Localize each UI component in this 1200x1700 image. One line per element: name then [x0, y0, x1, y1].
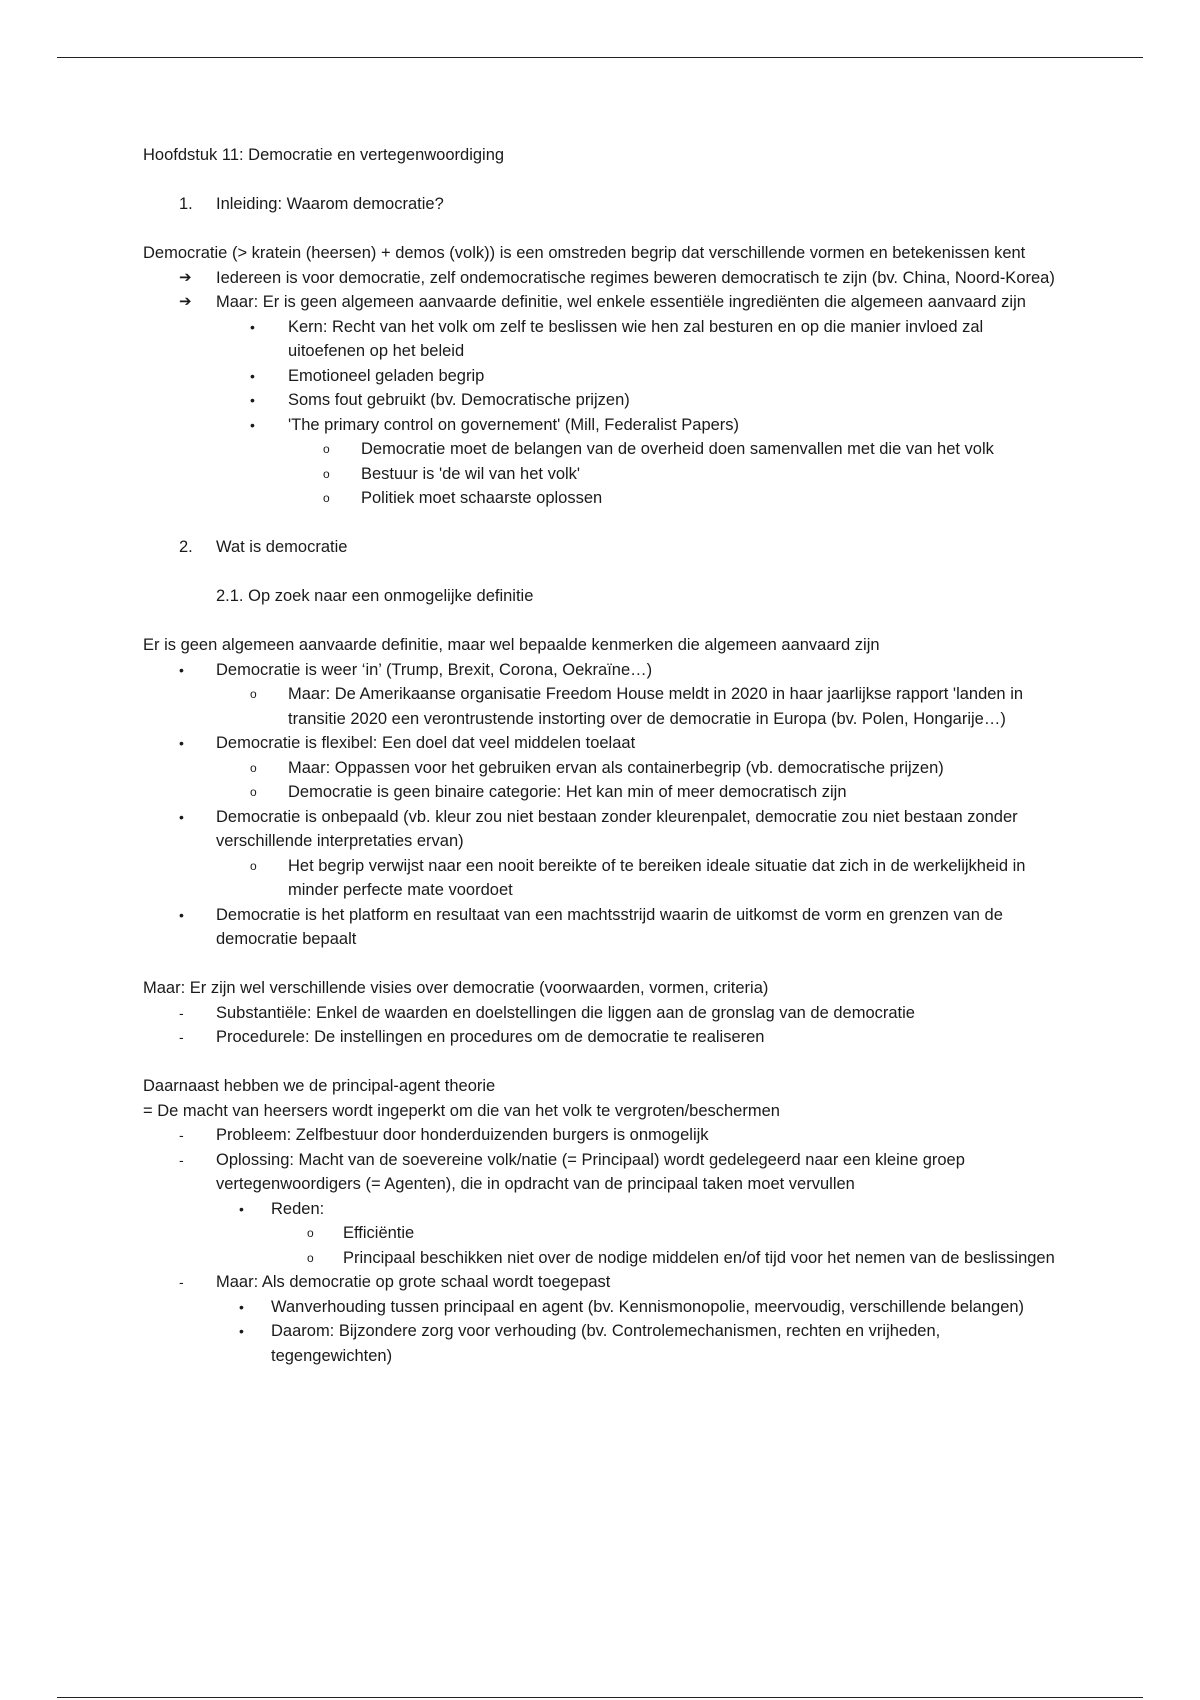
list-item-text: Politiek moet schaarste oplossen	[361, 489, 603, 507]
arrow-icon: ➔	[179, 268, 192, 286]
list-item	[143, 1025, 1063, 1050]
circle-icon: o	[323, 491, 330, 505]
bullet-icon: •	[239, 1200, 244, 1217]
list-item-text: Soms fout gebruikt (bv. Democratische prijzen)	[288, 391, 630, 409]
list-item	[143, 486, 1063, 511]
list-item	[143, 315, 1063, 364]
dash-icon: -	[179, 1029, 184, 1045]
bullet-icon: •	[179, 735, 184, 751]
bullet-icon: •	[239, 1298, 244, 1315]
circle-icon: o	[307, 1250, 314, 1265]
list-item-text: Democratie is geen binaire categorie: Het kan min of meer democratisch zijn	[288, 783, 847, 801]
section-title: Inleiding: Waarom democratie?	[216, 195, 444, 213]
list-item	[143, 1123, 1063, 1148]
section-1-heading	[143, 192, 1063, 217]
list-item-text: Efficiëntie	[343, 1224, 415, 1242]
arrow-icon: ➔	[179, 293, 192, 310]
list-item-text: Iedereen is voor democratie, zelf ondemocratische regimes beweren democratisch te zijn (bv. China, Noord-Korea)	[216, 268, 1055, 287]
bullet-icon: •	[179, 661, 184, 678]
list-item	[143, 462, 1063, 487]
bullet-icon: •	[250, 318, 255, 335]
list-item	[143, 437, 1063, 462]
section-number: 1.	[179, 195, 193, 213]
list-item-text: Maar: De Amerikaanse organisatie Freedom House meldt in 2020 in haar jaarlijkse rapport 'landen in transitie 2020 een verontrustende instorting over de democratie in Europa (bv. Polen, Hongarije…)	[288, 685, 1024, 728]
list-item-text: Democratie is onbepaald (vb. kleur zou niet bestaan zonder kleurenpalet, democratie zou niet bestaan zonder verschillende interpretaties ervan)	[216, 807, 1018, 850]
list-item-text: Maar: Er is geen algemeen aanvaarde definitie, wel enkele essentiële ingrediënten die algemeen aanvaard zijn	[216, 293, 1026, 311]
section-number: 2.	[179, 538, 193, 556]
bullet-icon: •	[250, 416, 255, 433]
circle-icon: o	[323, 466, 330, 481]
circle-icon: o	[250, 687, 257, 701]
list-item	[143, 658, 1063, 683]
list-item-text: Reden:	[271, 1199, 325, 1218]
list-item-text: Maar: Oppassen voor het gebruiken ervan als containerbegrip (vb. democratische prijzen)	[288, 758, 944, 777]
list-item	[143, 290, 1063, 315]
dash-icon: -	[179, 1004, 184, 1021]
paragraph: Daarnaast hebben we de principal-agent theorie	[143, 1077, 496, 1095]
paragraph: Democratie (> kratein (heersen) + demos (volk)) is een omstreden begrip dat verschillende vormen en betekenissen kent	[143, 244, 1026, 262]
list-item-text: Procedurele: De instellingen en procedures om de democratie te realiseren	[216, 1028, 765, 1046]
list-item-text: Wanverhouding tussen principaal en agent (bv. Kennismonopolie, meervoudig, verschillende belangen)	[271, 1297, 1025, 1316]
list-item-text: Democratie is flexibel: Een doel dat veel middelen toelaat	[216, 734, 636, 752]
list-item-text: Probleem: Zelfbestuur door honderduizenden burgers is onmogelijk	[216, 1126, 709, 1144]
list-item	[143, 388, 1063, 413]
dash-icon: -	[179, 1127, 184, 1143]
list-item	[143, 364, 1063, 389]
list-item	[143, 1221, 1063, 1246]
list-item-text: Principaal beschikken niet over de nodige middelen en/of tijd voor het nemen van de beslissingen	[343, 1248, 1055, 1267]
list-item-text: Bestuur is 'de wil van het volk'	[361, 464, 581, 483]
list-item-text: Substantiële: Enkel de waarden en doelstellingen die liggen aan de gronslag van de democratie	[216, 1003, 915, 1022]
paragraph: Er is geen algemeen aanvaarde definitie, maar wel bepaalde kenmerken die algemeen aanvaard zijn	[143, 636, 880, 654]
list-item-text: Democratie moet de belangen van de overheid doen samenvallen met die van het volk	[361, 440, 994, 458]
footer-rule	[57, 1697, 1143, 1698]
circle-icon: o	[250, 785, 257, 799]
document-body	[143, 143, 1063, 1368]
paragraph: = De macht van heersers wordt ingeperkt om die van het volk te vergroten/beschermen	[143, 1101, 780, 1120]
bullet-icon: •	[179, 808, 184, 825]
section-title: Wat is democratie	[216, 538, 348, 556]
subsection-number: 2.1.	[216, 587, 244, 605]
dash-icon: -	[179, 1274, 184, 1290]
circle-icon: o	[250, 760, 257, 775]
list-item	[143, 756, 1063, 781]
list-item	[143, 1197, 1063, 1222]
list-item	[143, 1246, 1063, 1271]
list-item	[143, 805, 1063, 854]
section-2-heading	[143, 535, 1063, 560]
list-item-text: 'The primary control on governement' (Mill, Federalist Papers)	[288, 415, 740, 434]
bullet-icon: •	[239, 1323, 244, 1339]
circle-icon: o	[307, 1226, 314, 1240]
list-item	[143, 1148, 1063, 1197]
list-item-text: Emotioneel geladen begrip	[288, 366, 485, 385]
list-item-text: Democratie is het platform en resultaat van een machtsstrijd waarin de uitkomst de vorm en grenzen van de democratie bepaalt	[216, 905, 1003, 948]
list-item	[143, 1319, 1063, 1368]
header-rule	[57, 57, 1143, 58]
list-item	[143, 682, 1063, 731]
list-item	[143, 1295, 1063, 1320]
bullet-icon: •	[250, 392, 255, 408]
paragraph: Maar: Er zijn wel verschillende visies over democratie (voorwaarden, vormen, criteria)	[143, 979, 769, 997]
list-item	[143, 1001, 1063, 1026]
subsection-title: Op zoek naar een onmogelijke definitie	[248, 587, 534, 605]
list-item	[143, 903, 1063, 952]
circle-icon: o	[323, 442, 330, 456]
subsection-heading	[143, 584, 1063, 609]
bullet-icon: •	[250, 367, 255, 384]
list-item	[143, 266, 1063, 291]
list-item-text: Oplossing: Macht van de soevereine volk/natie (= Principaal) wordt gedelegeerd naar een kleine groep vertegenwoordigers (= Agenten), die in opdracht van de principaal taken moet vervullen	[216, 1150, 965, 1193]
list-item-text: Kern: Recht van het volk om zelf te beslissen wie hen zal besturen en op die manier invloed zal uitoefenen op het beleid	[288, 317, 984, 360]
list-item-text: Daarom: Bijzondere zorg voor verhouding (bv. Controlemechanismen, rechten en vrijheden, tegengewichten)	[271, 1322, 941, 1365]
bullet-icon: •	[179, 906, 184, 923]
dash-icon: -	[179, 1151, 184, 1168]
page-title: Hoofdstuk 11: Democratie en vertegenwoordiging	[143, 146, 505, 164]
circle-icon: o	[250, 858, 257, 873]
list-item	[143, 780, 1063, 805]
list-item-text: Het begrip verwijst naar een nooit bereikte of te bereiken ideale situatie dat zich in de werkelijkheid in minder perfecte mate voordoet	[288, 856, 1026, 899]
list-item-text: Maar: Als democratie op grote schaal wordt toegepast	[216, 1273, 611, 1291]
list-item	[143, 731, 1063, 756]
list-item	[143, 1270, 1063, 1295]
list-item	[143, 854, 1063, 903]
list-item-text: Democratie is weer ‘in’ (Trump, Brexit, Corona, Oekraïne…)	[216, 660, 653, 679]
list-item	[143, 413, 1063, 438]
